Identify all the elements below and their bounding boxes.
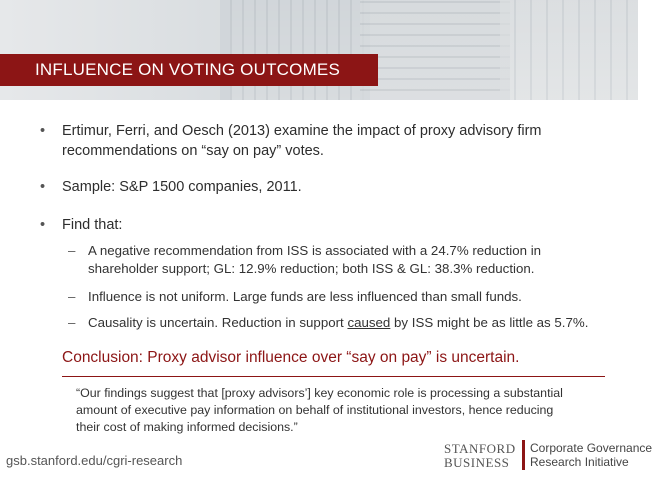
bullet-findings-line1: Find that: [62,217,123,233]
building-facade-3 [500,0,638,100]
quote-line2: amount of executive pay information on behalf of institutional investors, hence reducing [76,403,554,417]
logo-divider-bar [522,440,525,470]
quote-block [76,385,601,436]
bullet-study [40,121,622,161]
bullet-findings [40,215,622,235]
bullet-study-line1: Ertimur, Ferri, and Oesch (2013) examine the impact of proxy advisory firm [62,123,542,139]
bullet-study-line2: recommendations on “say on pay” votes. [62,143,324,159]
bullet-dot: • [40,123,46,139]
sub-bullet-2-line1: Influence is not uniform. Large funds are less influenced than small funds. [88,289,522,304]
sub-bullet-1-line1: A negative recommendation from ISS is associated with a 24.7% reduction in [88,243,542,258]
bullet-dot: • [40,217,46,233]
sub-bullet-1-line2: shareholder support; GL: 12.9% reduction; both ISS & GL: 38.3% reduction. [88,261,535,276]
conclusion-divider [62,376,605,377]
sub-bullet-3-pre: Causality is uncertain. Reduction in support [88,315,348,330]
quote-line3: their cost of making informed decisions.” [76,420,298,434]
sub-bullet-3-post: by ISS might be as little as 5.7%. [390,315,589,330]
sub-bullet-dash: – [68,243,76,258]
building-facade-2 [360,0,510,100]
sub-bullet-dash: – [68,289,76,304]
logo-research-initiative: Research Initiative [530,455,629,469]
logo-business-text: BUSINESS [444,455,510,470]
sub-bullet-dash: – [68,315,76,330]
sub-bullet-negative-recommendation [68,242,628,278]
bullet-sample-line1: Sample: S&P 1500 companies, 2011. [62,179,302,195]
sub-bullet-3-underlined: caused [347,315,391,330]
logo-stanford-text: STANFORD [444,441,516,456]
logo-corporate-governance: Corporate Governance [530,441,652,455]
bullet-sample [40,177,622,197]
quote-line1: “Our findings suggest that [proxy advisors’] key economic role is processing a substantial [76,386,563,400]
bullet-dot: • [40,179,46,195]
footer-url: gsb.stanford.edu/cgri-research [6,453,183,468]
sub-bullet-influence [68,288,628,306]
sub-bullet-causality [68,314,633,332]
conclusion-text: Conclusion: Proxy advisor influence over “say on pay” is uncertain. [62,349,520,366]
stanford-cgri-logo [444,440,652,470]
slide-title: INFLUENCE ON VOTING OUTCOMES [35,60,341,79]
